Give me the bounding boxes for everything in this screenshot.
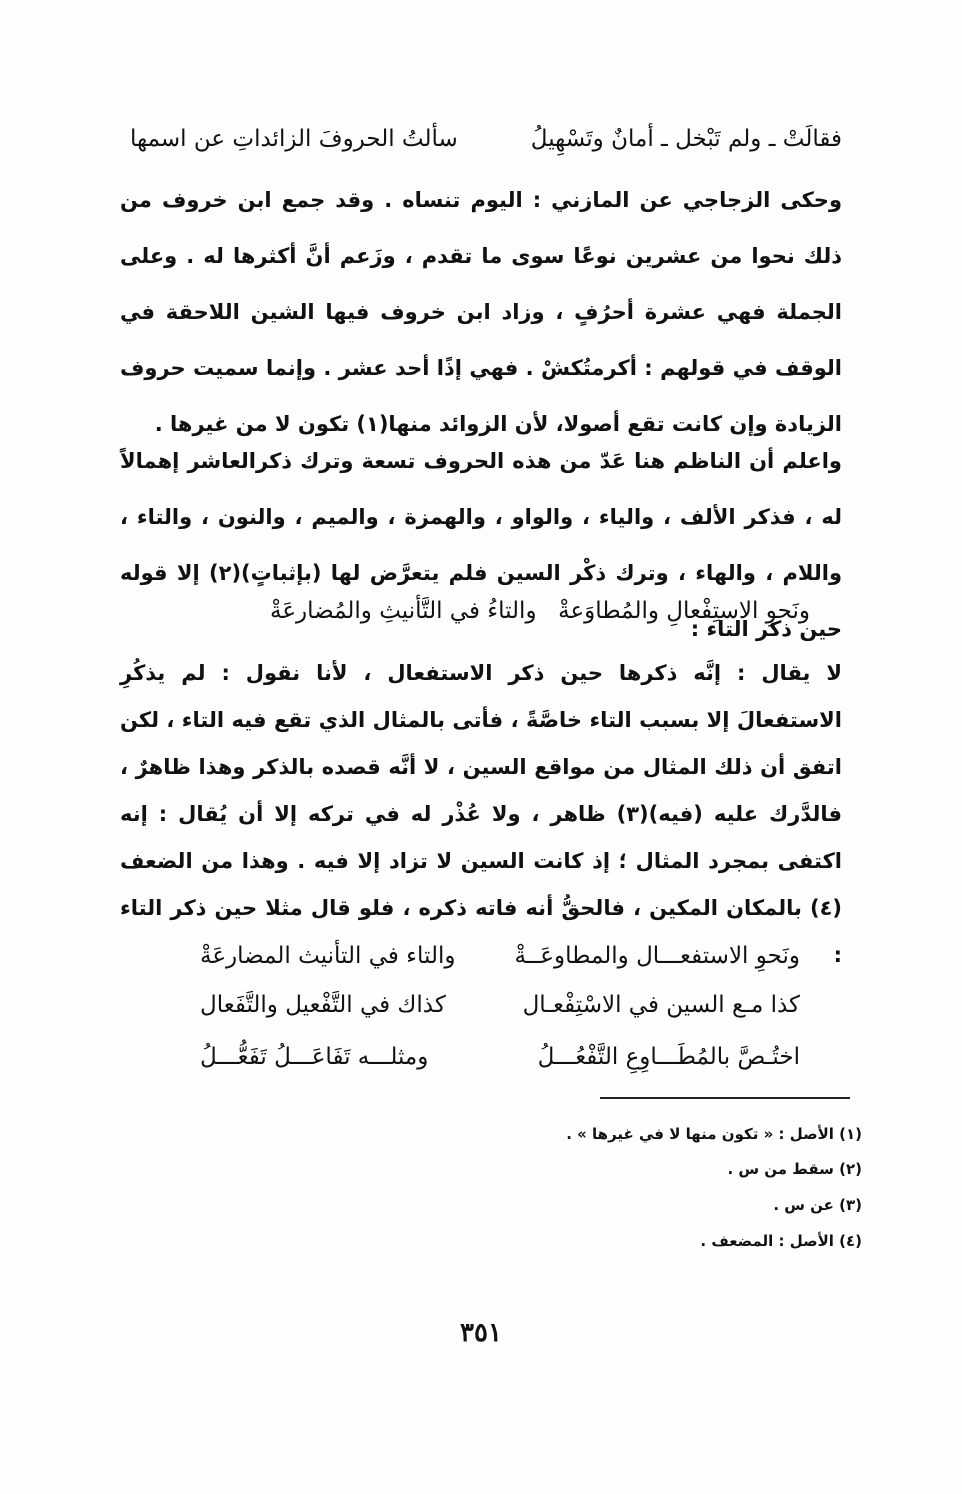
footnote-divider xyxy=(600,1097,850,1099)
verse-3-line-1-right: والتاء في التأنيث المضارعَةْ xyxy=(200,943,456,969)
verse-1 xyxy=(130,126,842,152)
verse-2-hemistich-left: ونَحوِ الاستِفْعالِ والمُطاوَعةْ xyxy=(558,598,810,624)
verse-2 xyxy=(270,598,810,624)
verse-2-hemistich-right: والتاءُ في التَّأنيثِ والمُضارعَةْ xyxy=(270,598,537,624)
verse-3-line-1 xyxy=(200,943,800,969)
verse-1-hemistich-right: سألتُ الحروفَ الزائداتِ عن اسمها xyxy=(130,126,458,152)
verse-3-line-2 xyxy=(200,992,800,1018)
verse-3-line-3-left: اختُـصَّ بالمُطَـــاوِعِ التَّفْعُـــلُ xyxy=(537,1044,800,1070)
verse-3-line-3-right: ومثلـــه تَفَاعَـــلُ تَفَعُّـــلُ xyxy=(200,1044,429,1070)
footnote-3: (٣) عن س . xyxy=(773,1196,862,1214)
footnote-1: (١) الأصل : « تكون منها لا في غيرها » . xyxy=(566,1125,862,1143)
paragraph-1: وحكى الزجاجي عن المازني : اليوم تنساه . وقد جمع ابن خروف من ذلك نحوا من عشرين نوعًا سوى ما تقدم ، وزَعم أنَّ أكثرها له . وعلى الجملة فهي عشرة أحرُفٍ ، وزاد ابن خروف فيها الشين اللاحقة في الوقف في قولهم : أكرمتُكشْ . فهي إذًا أحد عشر . وإنما سميت حروف الزيادة وإن كانت تقع أصولا، لأن الزوائد منها(١) تكون لا من غيرها . xyxy=(120,188,842,436)
verse-3-line-1-left: ونَحوِ الاستفعـــال والمطاوعَــةْ xyxy=(514,943,800,969)
verse-3-line-2-left: كذا مـع السين في الاسْتِفْعـال xyxy=(522,992,800,1018)
paragraph-2: واعلم أن الناظم هنا عَدّ من هذه الحروف تسعة وترك ذكرالعاشر إهمالاً له ، فذكر الألف ، والياء ، والواو ، والهمزة ، والميم ، والنون ، والتاء ، واللام ، والهاء ، وترك ذكْر السين فلم يتعرَّض لها (بإثباتٍ)(٢) إلا قوله حين ذكر التاء : xyxy=(120,449,842,641)
verse-3-line-3 xyxy=(200,1044,800,1070)
paragraph-3: لا يقال : إنَّه ذكرها حين ذكر الاستفعال ، لأنا نقول : لم يذكُرِ الاستفعالَ إلا بسبب التاء خاصَّةً ، فأتى بالمثال الذي تقع فيه التاء ، لكن اتفق أن ذلك المثال من مواقع السين ، لا أنَّه قصده بالذكر وهذا ظاهرٌ ، فالدَّرك عليه (فيه)(٣) ظاهر ، ولا عُذْر له في تركه إلا أن يُقال : إنه اكتفى بمجرد المثال ؛ إذ كانت السين لا تزاد إلا فيه . وهذا من الضعف (٤) بالمكان المكين ، فالحقُّ أنه فاته ذكره ، فلو قال مثلا حين ذكر التاء : xyxy=(120,661,842,967)
footnote-2: (٢) سقط من س . xyxy=(727,1160,862,1178)
page-number: ٣٥١ xyxy=(460,1318,502,1348)
footnote-4: (٤) الأصل : المضعف . xyxy=(700,1232,862,1250)
verse-3-line-2-right: كذاك في التَّفْعيل والتَّفَعال xyxy=(200,992,446,1018)
verse-1-hemistich-left: فقالَتْ ـ ولم تَبْخل ـ أمانٌ وتَسْهِيلُ xyxy=(530,126,842,152)
